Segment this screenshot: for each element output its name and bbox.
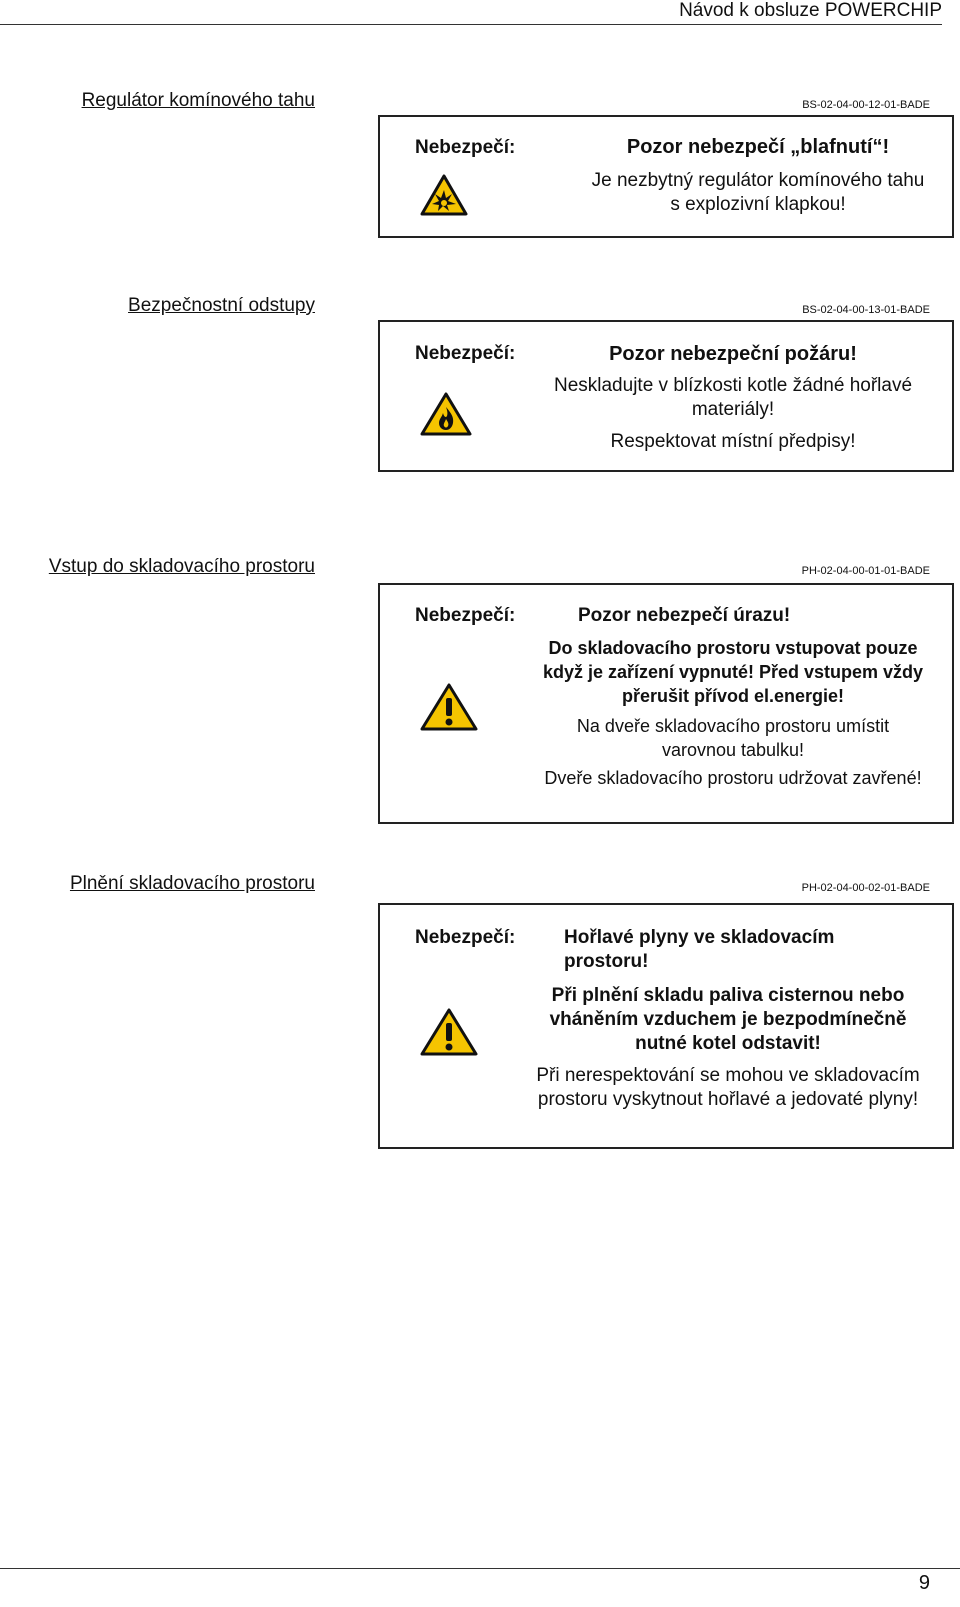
footer-divider <box>0 1568 960 1569</box>
page-number: 9 <box>918 1572 930 1594</box>
warning-box-distances <box>378 320 954 472</box>
warning-text <box>588 135 928 217</box>
warning-box-storage-entry <box>378 583 954 824</box>
exclamation-warning-icon <box>420 683 478 736</box>
section-title-regulator: Regulátor komínového tahu <box>81 90 315 111</box>
warning-head: Pozor nebezpeční požáru! <box>609 343 857 365</box>
page-header <box>0 0 942 25</box>
exclamation-warning-icon <box>420 1008 478 1061</box>
warning-head: Pozor nebezpečí úrazu! <box>578 605 791 626</box>
warning-bold: Do skladovacího prostoru vstupovat pouze když je zařízení vypnuté! Před vstupem vždy přerušit přívod el.energie! <box>542 638 924 706</box>
warning-line: Na dveře skladovacího prostoru umístit varovnou tabulku! <box>576 716 890 760</box>
section-code: BS-02-04-00-13-01-BADE <box>802 304 930 316</box>
warning-line: Je nezbytný regulátor komínového tahu s explozivní klapkou! <box>591 170 925 215</box>
danger-label: Nebezpečí: <box>415 605 516 626</box>
danger-label: Nebezpečí: <box>415 927 516 948</box>
warning-head: Hořlavé plyny ve skladovacím prostoru! <box>564 927 835 972</box>
warning-head: Pozor nebezpečí „blafnutí“! <box>626 136 890 158</box>
warning-line: Dveře skladovacího prostoru udržovat zavřené! <box>544 768 922 788</box>
warning-line: Při nerespektování se mohou ve skladovacím prostoru vyskytnout hořlavé a jedovaté plyny! <box>536 1065 920 1110</box>
section-title-distances: Bezpečnostní odstupy <box>128 295 315 316</box>
section-title-storage-filling: Plnění skladovacího prostoru <box>69 873 315 894</box>
document-title: Návod k obsluze POWERCHIP <box>679 0 942 21</box>
warning-line: Respektovat místní předpisy! <box>610 431 856 452</box>
explosion-warning-icon <box>420 174 468 221</box>
section-code: PH-02-04-00-01-01-BADE <box>801 565 930 577</box>
warning-line: Neskladujte v blízkosti kotle žádné hořlavé materiály! <box>553 375 913 420</box>
section-code: BS-02-04-00-12-01-BADE <box>802 99 930 111</box>
warning-box-regulator <box>378 115 954 238</box>
danger-label: Nebezpečí: <box>415 137 516 158</box>
warning-text <box>528 926 928 1112</box>
warning-box-storage-filling <box>378 903 954 1149</box>
warning-text <box>538 604 928 790</box>
fire-warning-icon <box>420 392 472 441</box>
section-code: PH-02-04-00-02-01-BADE <box>801 882 930 894</box>
warning-bold: Při plnění skladu paliva cisternou nebo vháněním vzduchem je bezpodmínečně nutné kotel odstavit! <box>549 985 907 1054</box>
section-title-storage-entry: Vstup do skladovacího prostoru <box>48 556 315 577</box>
danger-label: Nebezpečí: <box>415 343 516 364</box>
warning-text <box>538 342 928 454</box>
